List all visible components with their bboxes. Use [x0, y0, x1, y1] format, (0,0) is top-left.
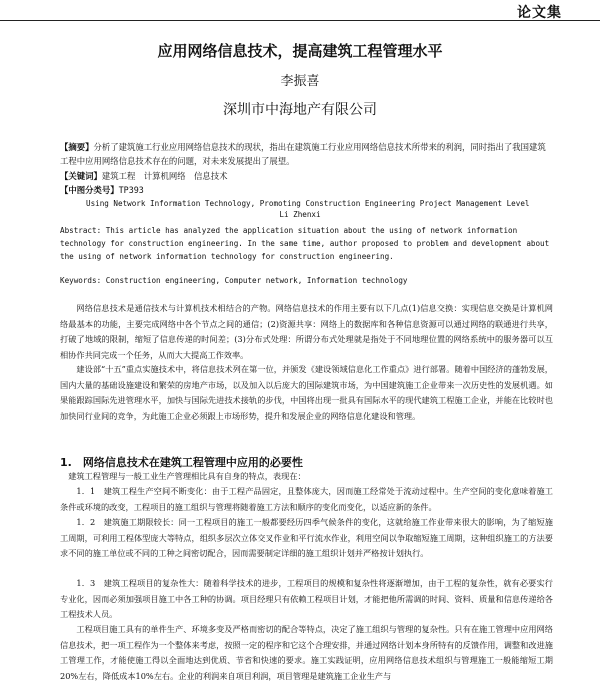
journal-section-tag: 论文集 — [517, 5, 562, 21]
english-keywords-text: Construction engineering, Computer network, Information technology — [105, 276, 408, 285]
classification-number — [60, 183, 550, 197]
chinese-abstract — [60, 140, 550, 168]
chinese-keywords — [60, 169, 550, 183]
body-paragraph-1: 网络信息技术是通信技术与计算机技术相结合的产物。网络信息技术的作用主要有以下几点(1)信息交换：实现信息交换是计算机网络最基本的功能，主要完成网络中各个节点之间的通信；(2)资源共享：网络上的数据库和各种信息资源可以通过网络的联通进行共享，打破了地域的限制，缩短了信息传递的时间差；(3)分布式处理：所谓分布式处理就是指处于不同地理位置的网络系统中的服务器可以互相协作共同完成一个任务，从而大大提高工作效率。 — [60, 303, 553, 360]
section-heading: 1. 网络信息技术在建筑工程管理中应用的必要性 — [60, 456, 303, 469]
article-title: 应用网络信息技术，提高建筑工程管理水平 — [157, 42, 443, 60]
classification-label: 【中图分类号】 — [60, 185, 119, 195]
english-keywords — [60, 276, 560, 285]
header-rule — [0, 20, 600, 21]
english-abstract-label: Abstract: — [60, 226, 102, 235]
section-item-4: 工程项目施工具有的单件生产、环境多变及严格而密切的配合等特点，决定了施工组织与管理的复杂性。只有在施工管理中应用网络信息技术，把一项工程作为一个整体来考虑，按照一定的程序和它这个合理安排，并通过网络计划本身所特有的反馈作用，调整和改进施工管理工作，才能使施工得以全面地达到优质、节省和快速的要求。施工实践证明，应用网络信息技术组织与管理施工一般能缩短工期20%左右，降低成本10%左右。企业的利润来自项目利润，项目管理是建筑施工企业生产与 — [60, 624, 553, 681]
keywords-text: 建筑工程 计算机网络 信息技术 — [101, 171, 228, 181]
english-abstract-text: This article has analyzed the application situation about the using of network information technology for construction engineering. In the same time, author proposed to problem and development about the using of network information technology for construction engineering. — [60, 226, 550, 261]
author-organization: 深圳市中海地产有限公司 — [223, 102, 377, 118]
section-item-1: 1．1 建筑工程生产空间不断变化：由于工程产品固定，且整体庞大，因而施工经常处于流动过程中。生产空间的变化意味着施工条件或环境的改变，工程项目的施工组织与管理将随着施工方法和顺序的变化而变化，以适应新的条件。 — [60, 486, 553, 512]
abstract-text: 分析了建筑施工行业应用网络信息技术的现状，指出在建筑施工行业应用网络信息技术所带来的利润，同时指出了我国建筑工程中应用网络信息技术存在的问题，对未来发展提出了展望。 — [60, 142, 546, 166]
keywords-label: 【关键词】 — [60, 171, 102, 181]
english-title: Using Network Information Technology, Promoting Construction Engineering Project Management Level — [86, 199, 530, 208]
english-author: Li Zhenxi — [279, 210, 321, 219]
article-author: 李振喜 — [280, 74, 320, 89]
body-paragraph-2: 建设部“十五”重点实施技术中，将信息技术列在第一位，并颁发《建设领域信息化工作重点》进行部署。随着中国经济的蓬勃发展，国内大量的基础设施建设和繁荣的房地产市场，以及加入以后庞大的国际建筑市场，为中国建筑施工企业带来一次历史性的发展机遇。如果能跟踪国际先进管理水平，加快与国际先进技术接轨的步伐，中国将出现一批具有国际水平的现代建筑工程施工企业，并能在比较时也加快同行业间的竞争，为此施工企业必须跟上市场形势，提升和发展企业的网络信息化建设和管理。 — [60, 364, 553, 421]
english-keywords-label: Keywords: — [60, 276, 102, 285]
english-abstract — [60, 224, 560, 263]
section-intro: 建筑工程管理与一般工业生产管理相比具有自身的特点，表现在： — [68, 471, 306, 481]
section-item-3: 1．3 建筑工程项目的复杂性大：随着科学技术的进步，工程项目的规模和复杂性将逐渐增加，由于工程的复杂性，就有必要实行专业化，因而必须加强项目施工中各工种的协调。项目经理只有依赖工程项目计划，才能把他所需调的时间、资料、质量和信息传递给各工程技术人员。 — [60, 578, 553, 619]
classification-text: TP393 — [118, 185, 144, 195]
abstract-label: 【摘要】 — [60, 142, 94, 152]
section-item-2: 1．2 建筑施工期限较长：同一工程项目的施工一般都要经历四季气候条件的变化，这就给施工作业带来很大的影响，为了缩短施工周期，可利用工程体型庞大等特点，组织多层次立体交叉作业和平行流水作业，利用空间以争取缩短施工周期，这种组织施工的方法要求不同的施工单位或不同的工种之间密切配合，因而需要制定详细的施工组织计划并严格按计划执行。 — [60, 517, 553, 558]
